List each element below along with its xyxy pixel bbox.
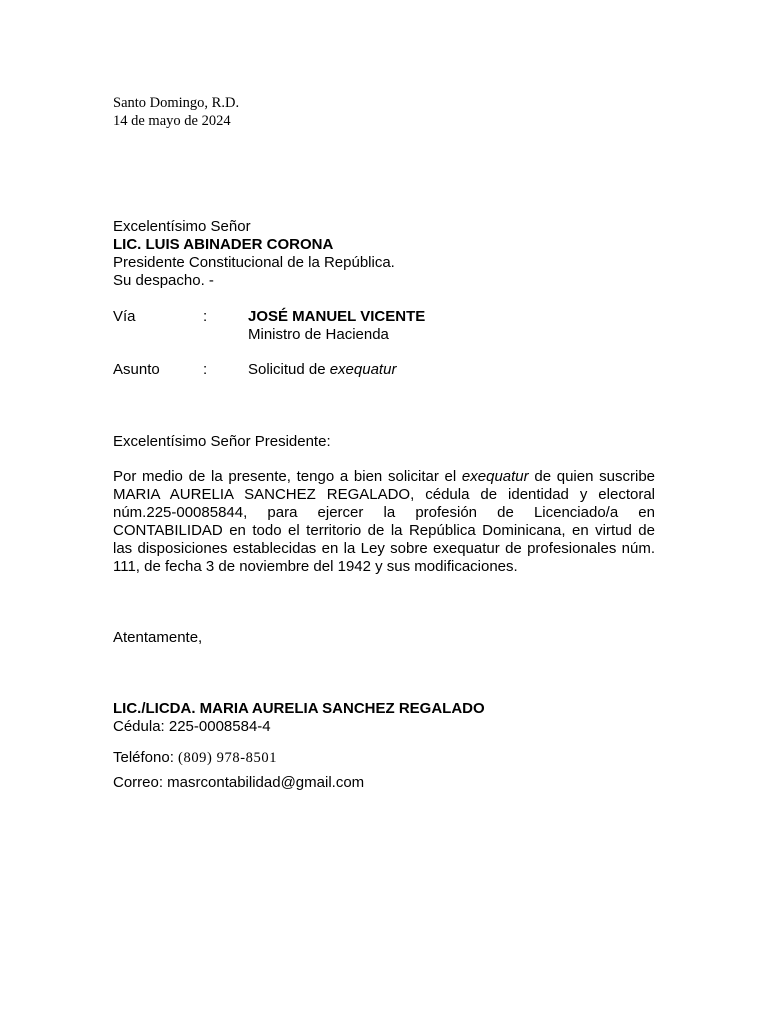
phone-label: Teléfono: [113,749,179,766]
body-line-6: 111, de fecha 3 de noviembre del 1942 y sus modificaciones. [113,558,518,575]
recipient-name: LIC. LUIS ABINADER CORONA [113,236,334,253]
via-colon: : [203,308,208,325]
body-line-2 [113,486,655,504]
subject-value [248,361,396,379]
phone-line [113,749,277,767]
place-date-block [113,94,239,130]
date: 14 de mayo de 2024 [113,113,231,129]
body-line-1-emphasis: exequatur [461,468,529,485]
closing [113,629,202,647]
contact-phone [113,749,277,767]
subject-emphasis: exequatur [329,361,397,378]
subject-colon: : [203,361,208,378]
recipient-block [113,218,395,290]
signature-id: Cédula: 225-0008584-4 [113,718,271,735]
body-line-5: las disposiciones establecidas en la Ley sobre exequatur de profesionales núm. [113,540,655,557]
signature-block [113,700,485,736]
via-value [248,308,425,344]
body-line-4: CONTABILIDAD en todo el territorio de la República Dominicana, en virtud de [113,522,655,539]
closing-text: Atentamente, [113,629,203,646]
via-name: JOSÉ MANUEL VICENTE [248,308,426,325]
recipient-office: Su despacho. - [113,272,214,289]
body-line-1-b: de quien suscribe [528,468,655,485]
body-line-2-b: , cédula de identidad y electoral [410,486,655,503]
place: Santo Domingo, R.D. [113,95,240,111]
recipient-position: Presidente Constitucional de la República. [113,254,395,271]
applicant-name: MARIA AURELIA SANCHEZ REGALADO [113,486,411,503]
subject-label: Asunto [113,361,160,378]
greeting [113,433,331,451]
via-row [113,308,673,344]
subject-row [113,361,673,379]
contact-email [113,774,364,792]
body-line-1-a: Por medio de la presente, tengo a bien solicitar el [113,468,462,485]
via-label: Vía [113,308,136,325]
via-position: Ministro de Hacienda [248,326,389,343]
body-paragraph [113,468,655,576]
phone-number: (809) 978-8501 [178,750,278,766]
subject-text: Solicitud de [248,361,330,378]
recipient-salutation: Excelentísimo Señor [113,218,251,235]
signature-name: LIC./LICDA. MARIA AURELIA SANCHEZ REGALADO [113,700,485,717]
body-line-1 [113,468,655,486]
body-line-3: núm.225-00085844, para ejercer la profesión de Licenciado/a en [113,504,655,521]
email-line: Correo: masrcontabilidad@gmail.com [113,774,365,791]
greeting-text: Excelentísimo Señor Presidente: [113,433,331,450]
